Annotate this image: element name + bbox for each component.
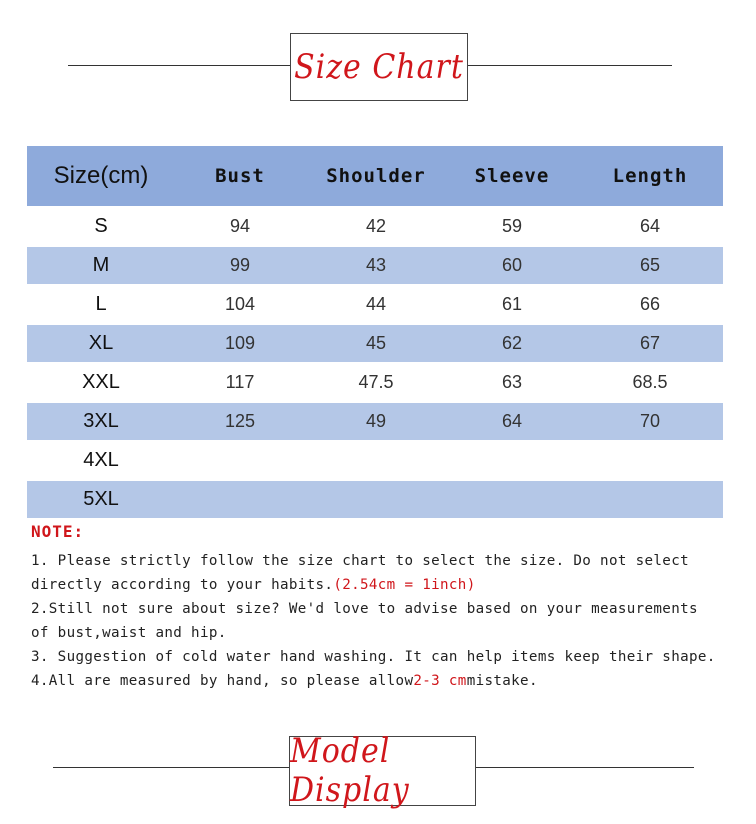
- table-row: [27, 363, 723, 402]
- shoulder-cell: 44: [305, 285, 447, 324]
- size-cell: L: [27, 285, 175, 324]
- length-cell: [577, 480, 723, 518]
- sleeve-cell: [447, 441, 577, 480]
- header-left-line: [68, 65, 290, 66]
- footer-left-line: [53, 767, 289, 768]
- sleeve-cell: 62: [447, 324, 577, 363]
- size-chart-title-box: [290, 33, 468, 101]
- size-chart-title: Size Chart: [294, 47, 464, 87]
- note-line: of bust,waist and hip.: [31, 625, 227, 641]
- length-cell: 68.5: [577, 363, 723, 402]
- shoulder-cell: 43: [305, 246, 447, 285]
- column-header: Sleeve: [447, 146, 577, 207]
- length-cell: 65: [577, 246, 723, 285]
- sleeve-cell: 61: [447, 285, 577, 324]
- sleeve-cell: [447, 480, 577, 518]
- column-header: Bust: [175, 146, 305, 207]
- size-cell: S: [27, 207, 175, 246]
- conversion-note: (2.54cm = 1inch): [333, 577, 476, 593]
- note-text: 4.All are measured by hand, so please allow: [31, 673, 414, 689]
- note-text: mistake.: [466, 673, 538, 689]
- table-row: [27, 285, 723, 324]
- sleeve-cell: 63: [447, 363, 577, 402]
- column-header: Shoulder: [305, 146, 447, 207]
- table-row: [27, 441, 723, 480]
- size-cell: 5XL: [27, 480, 175, 518]
- model-display-title: Model Display: [290, 731, 410, 811]
- bust-cell: 109: [175, 324, 305, 363]
- size-cell: XXL: [27, 363, 175, 402]
- length-cell: [577, 441, 723, 480]
- table-row: [27, 402, 723, 441]
- tolerance-note: 2-3 cm: [413, 673, 467, 689]
- length-cell: 67: [577, 324, 723, 363]
- note-line: [31, 669, 731, 693]
- length-cell: 64: [577, 207, 723, 246]
- size-cell: XL: [27, 324, 175, 363]
- sleeve-cell: 64: [447, 402, 577, 441]
- note-line: [31, 573, 731, 597]
- bust-cell: 125: [175, 402, 305, 441]
- note-title: NOTE:: [31, 522, 85, 541]
- size-cell: 4XL: [27, 441, 175, 480]
- bust-cell: 117: [175, 363, 305, 402]
- shoulder-cell: 45: [305, 324, 447, 363]
- bust-cell: 104: [175, 285, 305, 324]
- column-header: Length: [577, 146, 723, 207]
- length-cell: 66: [577, 285, 723, 324]
- shoulder-cell: 49: [305, 402, 447, 441]
- note-line: 3. Suggestion of cold water hand washing. It can help items keep their shape.: [31, 649, 716, 665]
- bust-cell: 99: [175, 246, 305, 285]
- model-display-title-box: [289, 731, 476, 811]
- table-row: [27, 324, 723, 363]
- note-line: 2.Still not sure about size? We'd love to advise based on your measurements: [31, 601, 698, 617]
- notes-section: [31, 522, 731, 693]
- table-row: [27, 480, 723, 518]
- length-cell: 70: [577, 402, 723, 441]
- sleeve-cell: 59: [447, 207, 577, 246]
- size-cell: M: [27, 246, 175, 285]
- note-text: directly according to your habits.: [31, 577, 334, 593]
- footer-right-line: [474, 767, 694, 768]
- table-header-row: [27, 146, 723, 207]
- table-row: [27, 246, 723, 285]
- size-cell: 3XL: [27, 402, 175, 441]
- column-header: Size(cm): [27, 146, 175, 207]
- sleeve-cell: 60: [447, 246, 577, 285]
- shoulder-cell: 42: [305, 207, 447, 246]
- shoulder-cell: [305, 480, 447, 518]
- shoulder-cell: 47.5: [305, 363, 447, 402]
- header-right-line: [466, 65, 672, 66]
- bust-cell: 94: [175, 207, 305, 246]
- shoulder-cell: [305, 441, 447, 480]
- size-table: [27, 146, 723, 518]
- bust-cell: [175, 441, 305, 480]
- note-line: 1. Please strictly follow the size chart to select the size. Do not select: [31, 553, 689, 569]
- table-row: [27, 207, 723, 246]
- bust-cell: [175, 480, 305, 518]
